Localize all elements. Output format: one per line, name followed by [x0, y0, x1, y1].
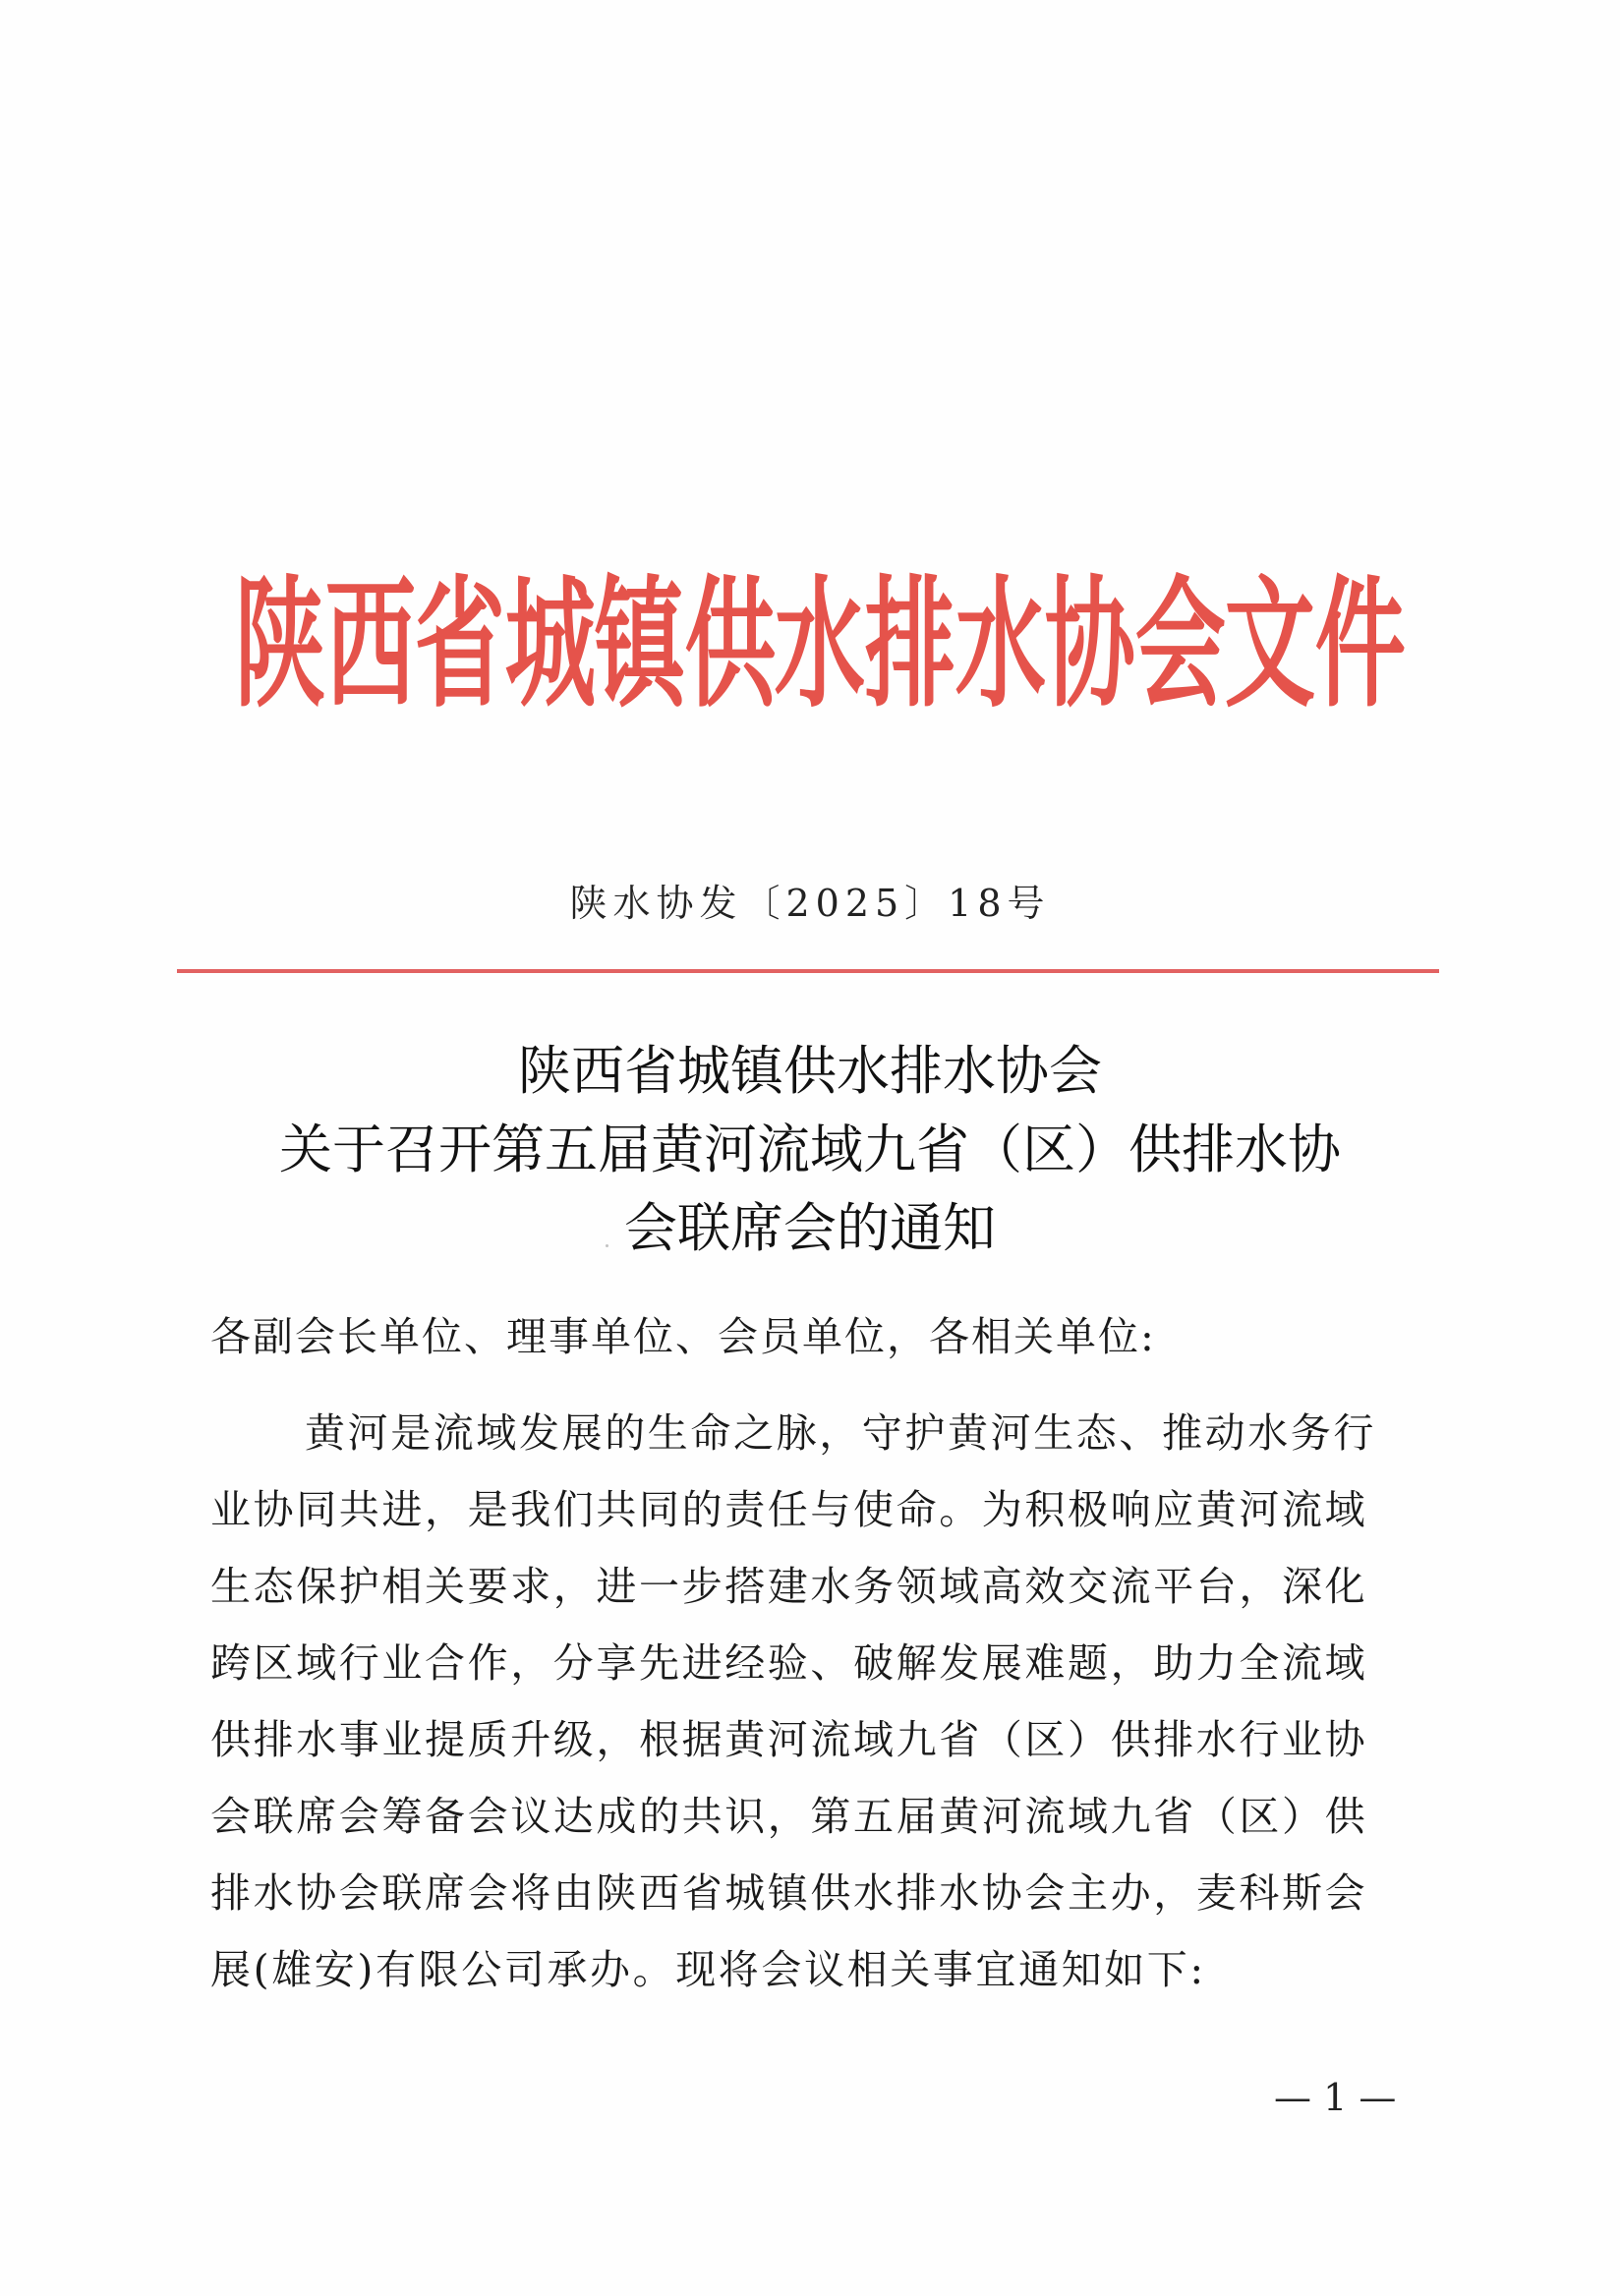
masthead-char: 文: [1225, 563, 1316, 727]
body-line: 黄河是流域发展的生命之脉，守护黄河生态、推动水务行: [305, 1409, 1376, 1457]
document-title: [0, 1032, 1620, 1268]
masthead-char: 排: [864, 563, 955, 727]
masthead-char: 省: [414, 563, 506, 727]
body-paragraph: [210, 1404, 1418, 2017]
masthead-char: 城: [504, 563, 596, 727]
body-line: 生态保护相关要求，进一步搭建水务领域高效交流平台，深化: [210, 1563, 1368, 1610]
body-line: 排水协会联席会将由陕西省城镇供水排水协会主办，麦科斯会: [210, 1869, 1368, 1917]
red-divider-line: [177, 969, 1439, 973]
masthead-char: 西: [324, 563, 416, 727]
salutation: 各副会长单位、理事单位、会员单位，各相关单位:: [210, 1313, 1156, 1360]
masthead-char: 陕: [234, 563, 325, 727]
body-line: 供排水事业提质升级，根据黄河流域九省（区）供排水行业协: [210, 1716, 1368, 1763]
title-line-3: 会联席会的通知: [624, 1197, 996, 1259]
scan-artifact-dot: [606, 1244, 608, 1247]
title-line-2: 关于召开第五届黄河流域九省（区）供排水协: [279, 1119, 1341, 1180]
body-line: 会联席会筹备会议达成的共识，第五届黄河流域九省（区）供: [210, 1793, 1368, 1840]
masthead-char: 件: [1314, 563, 1406, 727]
masthead-char: 水: [955, 563, 1046, 727]
masthead-char: 供: [684, 563, 776, 727]
masthead-char: 镇: [595, 563, 686, 727]
title-line-1: 陕西省城镇供水排水协会: [518, 1040, 1102, 1102]
page-number: — 1 —: [1274, 2076, 1397, 2119]
body-line: 跨区域行业合作，分享先进经验、破解发展难题，助力全流域: [210, 1639, 1368, 1687]
masthead-char: 协: [1044, 563, 1136, 727]
document-masthead: [222, 562, 1406, 729]
document-number: 陕水协发〔2025〕18号: [569, 882, 1051, 925]
masthead-char: 水: [775, 563, 866, 727]
masthead-char: 会: [1134, 563, 1226, 727]
body-line: 展(雄安)有限公司承办。现将会议相关事宜通知如下:: [210, 1946, 1206, 1993]
body-line: 业协同共进，是我们共同的责任与使命。为积极响应黄河流域: [210, 1486, 1368, 1533]
